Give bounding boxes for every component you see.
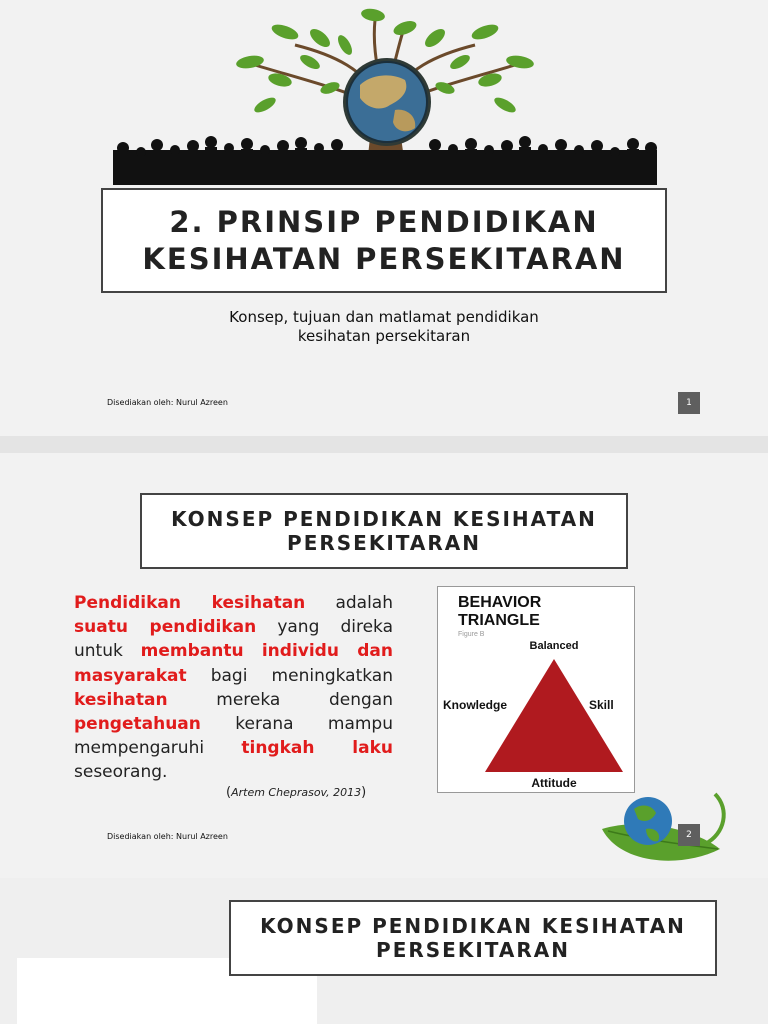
text-segment: seseorang. bbox=[74, 762, 168, 783]
highlight-pendidikan-kesihatan: Pendidikan kesihatan bbox=[74, 593, 306, 613]
slide-3-title-line-2: PERSEKITARAN bbox=[376, 938, 570, 962]
highlight-kesihatan: kesihatan bbox=[74, 689, 168, 710]
slide-1-footer: Disediakan oleh: Nurul Azreen bbox=[107, 398, 228, 407]
globe-leaf-icon bbox=[600, 789, 730, 869]
slide-1-title-line-1: 2. PRINSIP PENDIDIKAN bbox=[169, 204, 599, 239]
citation-open: ( bbox=[226, 785, 232, 800]
citation-close: ) bbox=[361, 785, 367, 800]
slide-1-subtitle bbox=[160, 308, 608, 346]
text-segment: adalah bbox=[305, 593, 393, 613]
slide-2 bbox=[0, 453, 768, 878]
text-segment: mereka dengan bbox=[167, 689, 393, 710]
slide-3-title-line-1: KONSEP PENDIDIKAN KESIHATAN bbox=[260, 914, 686, 938]
triangle-label-bottom: Attitude bbox=[531, 776, 577, 790]
tree-people-illustration bbox=[105, 0, 665, 190]
highlight-tingkah-laku: tingkah laku bbox=[241, 738, 393, 759]
highlight-suatu-pendidikan: suatu pendidikan bbox=[74, 617, 257, 638]
triangle-title-1: BEHAVIOR bbox=[458, 594, 542, 611]
slide-2-footer: Disediakan oleh: Nurul Azreen bbox=[107, 832, 228, 841]
slide-2-title-line-1: KONSEP PENDIDIKAN KESIHATAN bbox=[171, 507, 597, 531]
slide-2-title-line-2: PERSEKITARAN bbox=[287, 531, 481, 555]
slide-1-title-box bbox=[101, 188, 667, 293]
citation bbox=[226, 785, 366, 800]
slide-1-page-number: 1 bbox=[678, 392, 700, 414]
definition-paragraph bbox=[74, 591, 393, 785]
triangle-label-top: Balanced bbox=[529, 640, 579, 652]
citation-text: Artem Cheprasov, 2013 bbox=[231, 786, 362, 799]
behavior-triangle-figure bbox=[437, 586, 635, 793]
text-segment: bagi meningkatkan bbox=[186, 665, 393, 686]
slide-2-title-box bbox=[140, 493, 628, 569]
slide-2-page-number: 2 bbox=[678, 824, 700, 846]
slide-3-title-box bbox=[229, 900, 717, 976]
text-segment: yang direka untuk bbox=[74, 617, 394, 662]
subtitle-line-2: kesihatan persekitaran bbox=[297, 327, 471, 345]
slide-1-title-line-2: KESIHATAN PERSEKITARAN bbox=[142, 241, 626, 276]
slide-3 bbox=[0, 878, 768, 1024]
highlight-pengetahuan: pengetahuan bbox=[74, 714, 201, 735]
triangle-title-2: TRIANGLE bbox=[458, 612, 540, 629]
triangle-label-left: Knowledge bbox=[443, 698, 508, 712]
triangle-figure-label: Figure B bbox=[458, 631, 485, 638]
triangle-shape bbox=[485, 659, 623, 772]
triangle-label-right: Skill bbox=[589, 698, 614, 712]
highlight-membantu: membantu individu dan masyarakat bbox=[74, 641, 393, 686]
subtitle-line-1: Konsep, tujuan dan matlamat pendidikan bbox=[229, 308, 539, 326]
text-segment: kerana mampu mempengaruhi bbox=[74, 714, 393, 759]
slide-1 bbox=[0, 0, 768, 436]
